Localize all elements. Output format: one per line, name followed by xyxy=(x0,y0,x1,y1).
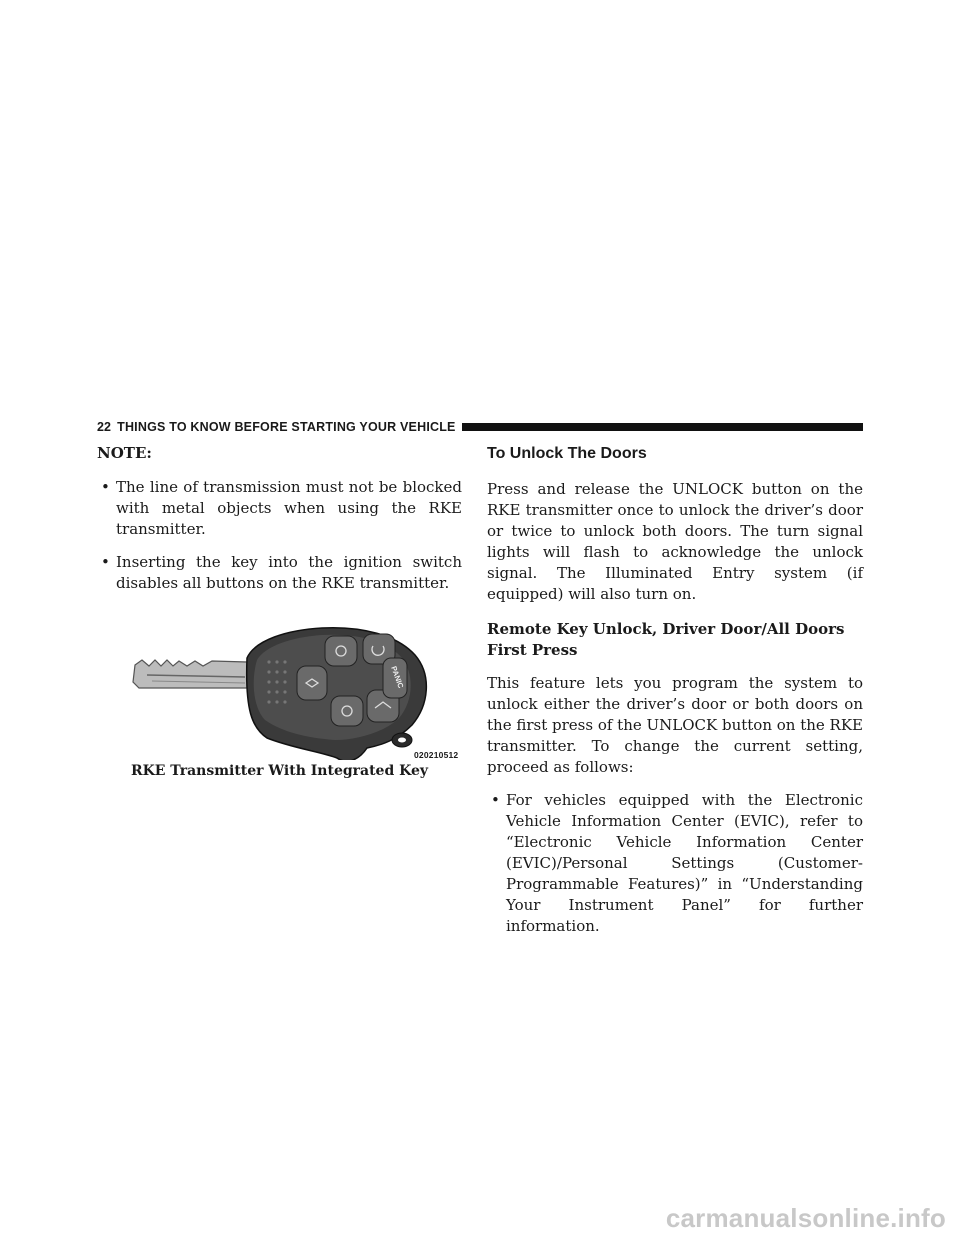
note-label: NOTE: xyxy=(97,444,152,462)
bullet-dot: • xyxy=(491,791,500,809)
bullet-text: For vehicles equipped with the Electronic Vehicle Information Center (EVIC), refer to “Electronic Vehicle Information Center (EVIC)/Personal Settings (Customer-Programmable Features)” in “Understanding Your Instrument Panel” for further information. xyxy=(506,791,863,935)
figure-caption: RKE Transmitter With Integrated Key xyxy=(130,763,429,779)
watermark: carmanualsonline.info xyxy=(665,1203,946,1233)
page-header xyxy=(97,418,863,436)
list-item xyxy=(97,552,462,594)
right-column xyxy=(487,444,863,949)
list-item xyxy=(487,790,863,937)
bullet-text: Inserting the key into the ignition switch disables all buttons on the RKE transmitter. xyxy=(116,553,462,592)
bullet-text: The line of transmission must not be blocked with metal objects when using the RKE transmitter. xyxy=(116,478,462,538)
section-heading: To Unlock The Doors xyxy=(487,445,647,462)
panic-label: PANIC xyxy=(389,664,406,690)
paragraph: This feature lets you program the system to unlock either the driver’s door or both doors on the first press of the UNLOCK button on the RKE transmitter. To change the current setting, proceed as follows: xyxy=(487,674,863,776)
page-number: 22 xyxy=(97,420,112,434)
figure-code: 020210512 xyxy=(414,750,459,760)
list-item xyxy=(97,477,462,540)
left-column xyxy=(97,444,462,606)
rke-key-illustration xyxy=(97,620,462,760)
subheading: Remote Key Unlock, Driver Door/All Doors First Press xyxy=(487,620,845,659)
rke-key-figure xyxy=(97,620,462,760)
header-rule xyxy=(462,423,863,431)
bullet-dot: • xyxy=(101,553,110,571)
section-title: THINGS TO KNOW BEFORE STARTING YOUR VEHICLE xyxy=(117,420,456,434)
paragraph: Press and release the UNLOCK button on the RKE transmitter once to unlock the driver’s door or twice to unlock both doors. The turn signal lights will flash to acknowledge the unlock signal. The Illuminated Entry system (if equipped) will also turn on. xyxy=(487,480,863,603)
bullet-dot: • xyxy=(101,478,110,496)
